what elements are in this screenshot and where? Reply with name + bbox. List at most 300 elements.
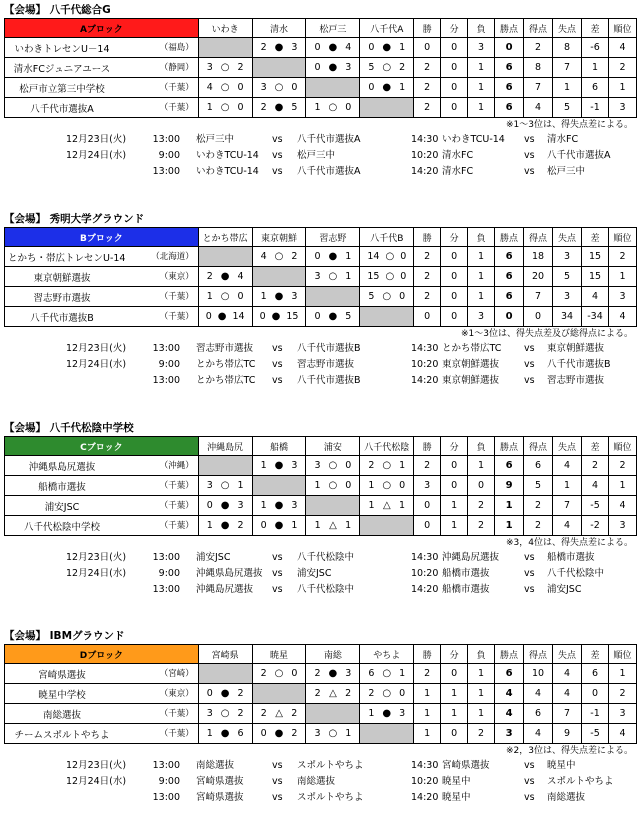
score-cell <box>306 267 360 287</box>
goals-against: 1 <box>345 520 352 531</box>
score-cell <box>198 704 252 724</box>
goals-for: 2 <box>368 688 375 699</box>
header-wins: 勝 <box>414 437 441 456</box>
goals-for: 3 <box>260 82 267 93</box>
rank: 4 <box>608 307 636 327</box>
header-rank: 順位 <box>608 645 636 664</box>
goals-against: 15 <box>286 311 299 322</box>
team-cell <box>5 516 199 536</box>
away-team: 八千代市選抜B <box>297 375 361 386</box>
table-row <box>5 664 637 684</box>
away-team: 暁星中 <box>547 760 576 771</box>
goals-for: 4 <box>260 251 267 262</box>
home-team: 松戸三中 <box>196 134 235 145</box>
goals-against: 0 <box>399 688 406 699</box>
score-cell <box>252 724 306 744</box>
self-match-cell <box>360 724 414 744</box>
self-match-cell <box>252 58 306 78</box>
score-cell <box>306 456 360 476</box>
match-date: 12月23日(火) <box>66 134 127 145</box>
vs-label: vs <box>272 584 283 595</box>
goals-for: 3 <box>314 460 321 471</box>
goals-for: 2 <box>206 271 213 282</box>
team-prefecture: （千葉） <box>159 291 194 302</box>
losses: 1 <box>468 58 495 78</box>
kickoff-time: 14:20 <box>411 584 439 595</box>
draws: 1 <box>441 496 468 516</box>
match-schedule <box>4 550 637 598</box>
header-draws: 分 <box>441 645 468 664</box>
self-match-cell <box>306 704 360 724</box>
venue-title: 【会場】 IBMグラウンド <box>4 630 125 642</box>
schedule-row <box>4 132 637 148</box>
team-cell <box>5 267 199 287</box>
score-cell <box>198 476 252 496</box>
score-cell <box>360 247 414 267</box>
match-date: 12月23日(火) <box>66 552 127 563</box>
kickoff-time: 14:20 <box>411 166 439 177</box>
draws: 0 <box>441 78 468 98</box>
kickoff-time: 13:00 <box>152 552 180 563</box>
rank: 4 <box>608 724 636 744</box>
rank: 1 <box>608 78 636 98</box>
home-team: 東京朝鮮選抜 <box>442 359 500 370</box>
kickoff-time: 9:00 <box>158 359 180 370</box>
goals-scored: 6 <box>524 456 553 476</box>
goals-scored: 6 <box>524 704 553 724</box>
kickoff-time: 9:00 <box>158 150 180 161</box>
points: 9 <box>495 476 524 496</box>
goals-scored: 7 <box>524 287 553 307</box>
rank: 4 <box>608 38 636 58</box>
team-prefecture: （千葉） <box>159 82 194 93</box>
header-gd: 差 <box>582 645 609 664</box>
result-mark-icon: ○ <box>274 251 284 262</box>
away-team: 浦安JSC <box>547 584 582 595</box>
goals-against: 0 <box>237 82 244 93</box>
goals-against: 0 <box>237 291 244 302</box>
self-match-cell <box>198 664 252 684</box>
goals-scored: 2 <box>524 516 553 536</box>
losses: 1 <box>468 287 495 307</box>
goals-against: 3 <box>291 291 298 302</box>
goals-for: 0 <box>314 311 321 322</box>
header-points: 勝点 <box>495 19 524 38</box>
team-name: チームスポルトやちよ <box>14 729 110 741</box>
goals-against: 4 <box>237 271 244 282</box>
score-cell <box>306 307 360 327</box>
result-mark-icon: △ <box>382 500 391 511</box>
result-mark-icon: ● <box>274 520 284 531</box>
score-cell <box>306 38 360 58</box>
goals-for: 5 <box>368 62 375 73</box>
table-row <box>5 267 637 287</box>
goals-against: 3 <box>345 62 352 73</box>
header-gf: 得点 <box>524 437 553 456</box>
team-name: 東京朝鮮選抜 <box>33 272 91 284</box>
score-cell <box>198 684 252 704</box>
home-team: 沖縄島尻選抜 <box>196 584 254 595</box>
kickoff-time: 14:30 <box>411 552 439 563</box>
table-row <box>5 476 637 496</box>
block-name: Dブロック <box>5 645 199 664</box>
vs-label: vs <box>524 568 535 579</box>
goals-against: 3 <box>237 500 244 511</box>
tiebreak-note: ※1～3位は、得失点差による。 <box>506 120 633 130</box>
away-team: 南総選抜 <box>297 776 336 787</box>
score-cell <box>252 307 306 327</box>
standings-table <box>4 227 637 327</box>
score-cell <box>252 78 306 98</box>
score-cell <box>198 516 252 536</box>
col-team-header: 暁星 <box>252 645 306 664</box>
goal-difference: -5 <box>582 496 609 516</box>
team-name: とかち・帯広トレセンU-14 <box>8 252 126 264</box>
draws: 1 <box>441 516 468 536</box>
header-gf: 得点 <box>524 228 553 247</box>
away-team: 八千代市選抜B <box>547 359 611 370</box>
goals-for: 0 <box>314 62 321 73</box>
team-prefecture: （沖縄） <box>159 460 194 471</box>
goal-difference: 15 <box>582 247 609 267</box>
table-row <box>5 38 637 58</box>
schedule-row <box>4 790 637 806</box>
result-mark-icon: ● <box>328 668 338 679</box>
points: 0 <box>495 307 524 327</box>
vs-label: vs <box>272 792 283 803</box>
team-cell <box>5 684 199 704</box>
draws: 0 <box>441 307 468 327</box>
goals-for: 5 <box>368 291 375 302</box>
losses: 1 <box>468 684 495 704</box>
table-row <box>5 684 637 704</box>
score-cell <box>360 287 414 307</box>
away-team: 南総選抜 <box>547 792 586 803</box>
standings-table <box>4 436 637 536</box>
wins: 2 <box>414 267 441 287</box>
goals-against: 0 <box>291 668 298 679</box>
goals-against: 0 <box>345 480 352 491</box>
goals-for: 0 <box>368 42 375 53</box>
score-cell <box>360 267 414 287</box>
rank: 3 <box>608 516 636 536</box>
draws: 1 <box>441 684 468 704</box>
header-draws: 分 <box>441 228 468 247</box>
result-mark-icon: ○ <box>220 102 230 113</box>
home-team: 沖縄島尻選抜 <box>442 552 500 563</box>
block-name: Cブロック <box>5 437 199 456</box>
goal-difference: -1 <box>582 704 609 724</box>
goals-against: 2 <box>237 62 244 73</box>
team-prefecture: （福島） <box>159 42 194 53</box>
score-cell <box>198 724 252 744</box>
goals-scored: 20 <box>524 267 553 287</box>
goals-conceded: 4 <box>553 684 582 704</box>
kickoff-time: 14:30 <box>411 134 439 145</box>
score-cell <box>360 456 414 476</box>
score-cell <box>360 38 414 58</box>
vs-label: vs <box>524 343 535 354</box>
schedule-row <box>4 373 637 389</box>
goals-for: 0 <box>259 311 266 322</box>
result-mark-icon: ● <box>328 42 338 53</box>
score-cell <box>252 287 306 307</box>
goals-conceded: 7 <box>553 704 582 724</box>
draws: 0 <box>441 58 468 78</box>
goals-against: 1 <box>291 520 298 531</box>
goals-for: 0 <box>314 251 321 262</box>
self-match-cell <box>198 247 252 267</box>
venue-title: 【会場】 八千代松陰中学校 <box>4 422 134 434</box>
self-match-cell <box>198 38 252 58</box>
header-losses: 負 <box>468 645 495 664</box>
score-cell <box>198 78 252 98</box>
away-team: 八千代市選抜A <box>547 150 611 161</box>
block-c <box>4 420 637 598</box>
home-team: 沖縄県島尻選抜 <box>196 568 263 579</box>
header-gd: 差 <box>582 437 609 456</box>
match-date: 12月23日(火) <box>66 343 127 354</box>
self-match-cell <box>360 98 414 118</box>
header-draws: 分 <box>441 437 468 456</box>
score-cell <box>306 476 360 496</box>
table-row <box>5 704 637 724</box>
draws: 0 <box>441 38 468 58</box>
schedule-row <box>4 341 637 357</box>
col-team-header: 八千代A <box>360 19 414 38</box>
score-cell <box>252 704 306 724</box>
score-cell <box>198 267 252 287</box>
header-wins: 勝 <box>414 19 441 38</box>
venue-title: 【会場】 八千代総合G <box>4 4 111 16</box>
result-mark-icon: ○ <box>328 271 338 282</box>
points: 6 <box>495 287 524 307</box>
goal-difference: 6 <box>582 664 609 684</box>
home-team: 暁星中 <box>442 792 471 803</box>
match-schedule <box>4 341 637 389</box>
goals-against: 1 <box>345 251 352 262</box>
goals-conceded: 1 <box>553 476 582 496</box>
score-cell <box>306 684 360 704</box>
self-match-cell <box>252 684 306 704</box>
points: 6 <box>495 247 524 267</box>
wins: 1 <box>414 684 441 704</box>
result-mark-icon: ○ <box>274 668 284 679</box>
goals-against: 1 <box>399 668 406 679</box>
goals-conceded: 34 <box>553 307 582 327</box>
losses: 2 <box>468 516 495 536</box>
goal-difference: 6 <box>582 78 609 98</box>
result-mark-icon: ● <box>274 460 284 471</box>
team-name: 八千代松陰中学校 <box>23 521 100 533</box>
goals-conceded: 9 <box>553 724 582 744</box>
home-team: 船橋市選抜 <box>442 568 490 579</box>
result-mark-icon: ● <box>271 311 281 322</box>
score-cell <box>306 58 360 78</box>
match-schedule <box>4 132 637 180</box>
goals-against: 2 <box>399 62 406 73</box>
team-name: 沖縄県島尻選抜 <box>28 461 96 473</box>
header-ga: 失点 <box>553 645 582 664</box>
goals-for: 1 <box>206 291 213 302</box>
goal-difference: -34 <box>582 307 609 327</box>
goals-against: 1 <box>399 42 406 53</box>
col-team-header: 八千代松陰 <box>360 437 414 456</box>
kickoff-time: 10:20 <box>411 568 439 579</box>
home-team: いわきTCU-14 <box>196 150 259 161</box>
goals-against: 0 <box>237 102 244 113</box>
goals-for: 6 <box>368 668 375 679</box>
self-match-cell <box>252 267 306 287</box>
goals-against: 3 <box>399 708 406 719</box>
col-team-header: 浦安 <box>306 437 360 456</box>
header-rank: 順位 <box>608 437 636 456</box>
kickoff-time: 10:20 <box>411 776 439 787</box>
goals-conceded: 4 <box>553 516 582 536</box>
goals-against: 2 <box>291 251 298 262</box>
kickoff-time: 13:00 <box>152 166 180 177</box>
points: 6 <box>495 78 524 98</box>
result-mark-icon: ○ <box>385 251 395 262</box>
goals-against: 1 <box>345 728 352 739</box>
goal-difference: -5 <box>582 724 609 744</box>
wins: 1 <box>414 704 441 724</box>
rank: 1 <box>608 267 636 287</box>
match-date: 12月23日(火) <box>66 760 127 771</box>
team-prefecture: （千葉） <box>159 102 194 113</box>
team-prefecture: （宮崎） <box>159 668 194 679</box>
kickoff-time: 9:00 <box>158 568 180 579</box>
goals-scored: 4 <box>524 684 553 704</box>
goals-against: 3 <box>291 42 298 53</box>
goals-against: 0 <box>345 102 352 113</box>
header-rank: 順位 <box>608 19 636 38</box>
vs-label: vs <box>524 359 535 370</box>
schedule-row <box>4 357 637 373</box>
points: 6 <box>495 456 524 476</box>
team-prefecture: （千葉） <box>159 728 194 739</box>
team-prefecture: （千葉） <box>159 520 194 531</box>
draws: 0 <box>441 98 468 118</box>
result-mark-icon: ● <box>274 102 284 113</box>
kickoff-time: 14:30 <box>411 760 439 771</box>
team-name: 船橋市選抜 <box>38 481 86 493</box>
rank: 3 <box>608 704 636 724</box>
away-team: 八千代市選抜B <box>297 343 361 354</box>
goals-for: 0 <box>368 82 375 93</box>
goals-against: 3 <box>291 460 298 471</box>
header-ga: 失点 <box>553 437 582 456</box>
goals-against: 2 <box>237 520 244 531</box>
goals-scored: 2 <box>524 496 553 516</box>
points: 0 <box>495 38 524 58</box>
kickoff-time: 13:00 <box>152 792 180 803</box>
col-team-header: 南総 <box>306 645 360 664</box>
header-losses: 負 <box>468 228 495 247</box>
team-prefecture: （千葉） <box>159 708 194 719</box>
kickoff-time: 13:00 <box>152 375 180 386</box>
header-ga: 失点 <box>553 19 582 38</box>
result-mark-icon: ● <box>328 311 338 322</box>
losses: 1 <box>468 98 495 118</box>
vs-label: vs <box>272 552 283 563</box>
goals-for: 0 <box>314 42 321 53</box>
draws: 0 <box>441 664 468 684</box>
result-mark-icon: ○ <box>382 62 392 73</box>
team-name: 南総選抜 <box>42 709 81 721</box>
draws: 0 <box>441 247 468 267</box>
result-mark-icon: △ <box>275 708 283 719</box>
goals-scored: 8 <box>524 58 553 78</box>
self-match-cell <box>360 516 414 536</box>
goals-for: 4 <box>206 82 213 93</box>
header-points: 勝点 <box>495 228 524 247</box>
header-draws: 分 <box>441 19 468 38</box>
losses: 1 <box>468 78 495 98</box>
result-mark-icon: ● <box>382 708 392 719</box>
away-team: スポルトやちよ <box>297 792 364 803</box>
self-match-cell <box>306 78 360 98</box>
goals-against: 0 <box>400 271 407 282</box>
points: 4 <box>495 684 524 704</box>
header-wins: 勝 <box>414 645 441 664</box>
kickoff-time: 14:20 <box>411 375 439 386</box>
vs-label: vs <box>272 776 283 787</box>
table-row <box>5 724 637 744</box>
score-cell <box>360 58 414 78</box>
away-team: 八千代市選抜A <box>297 134 361 145</box>
header-gf: 得点 <box>524 19 553 38</box>
team-name: 暁星中学校 <box>38 689 86 701</box>
self-match-cell <box>198 456 252 476</box>
score-cell <box>252 456 306 476</box>
goals-against: 1 <box>345 271 352 282</box>
goals-for: 1 <box>206 520 213 531</box>
kickoff-time: 14:20 <box>411 792 439 803</box>
self-match-cell <box>306 496 360 516</box>
result-mark-icon: ● <box>220 728 230 739</box>
goals-for: 1 <box>206 102 213 113</box>
away-team: スポルトやちよ <box>547 776 614 787</box>
goals-scored: 4 <box>524 98 553 118</box>
draws: 0 <box>441 287 468 307</box>
score-cell <box>198 307 252 327</box>
team-cell <box>5 476 199 496</box>
team-cell <box>5 98 199 118</box>
col-team-header: いわき <box>198 19 252 38</box>
result-mark-icon: ○ <box>382 460 392 471</box>
goals-scored: 7 <box>524 78 553 98</box>
vs-label: vs <box>524 375 535 386</box>
vs-label: vs <box>272 760 283 771</box>
losses: 2 <box>468 496 495 516</box>
goals-conceded: 5 <box>553 98 582 118</box>
vs-label: vs <box>524 776 535 787</box>
rank: 2 <box>608 684 636 704</box>
team-cell <box>5 704 199 724</box>
goals-for: 3 <box>206 62 213 73</box>
vs-label: vs <box>272 359 283 370</box>
team-name: 習志野市選抜 <box>33 292 91 304</box>
col-team-header: 東京朝鮮 <box>252 228 306 247</box>
team-prefecture: （千葉） <box>159 500 194 511</box>
wins: 2 <box>414 247 441 267</box>
tiebreak-note: ※2，3位は、得失点差による。 <box>506 746 633 756</box>
block-a <box>4 2 637 180</box>
header-wins: 勝 <box>414 228 441 247</box>
score-cell <box>252 496 306 516</box>
goal-difference: 0 <box>582 684 609 704</box>
